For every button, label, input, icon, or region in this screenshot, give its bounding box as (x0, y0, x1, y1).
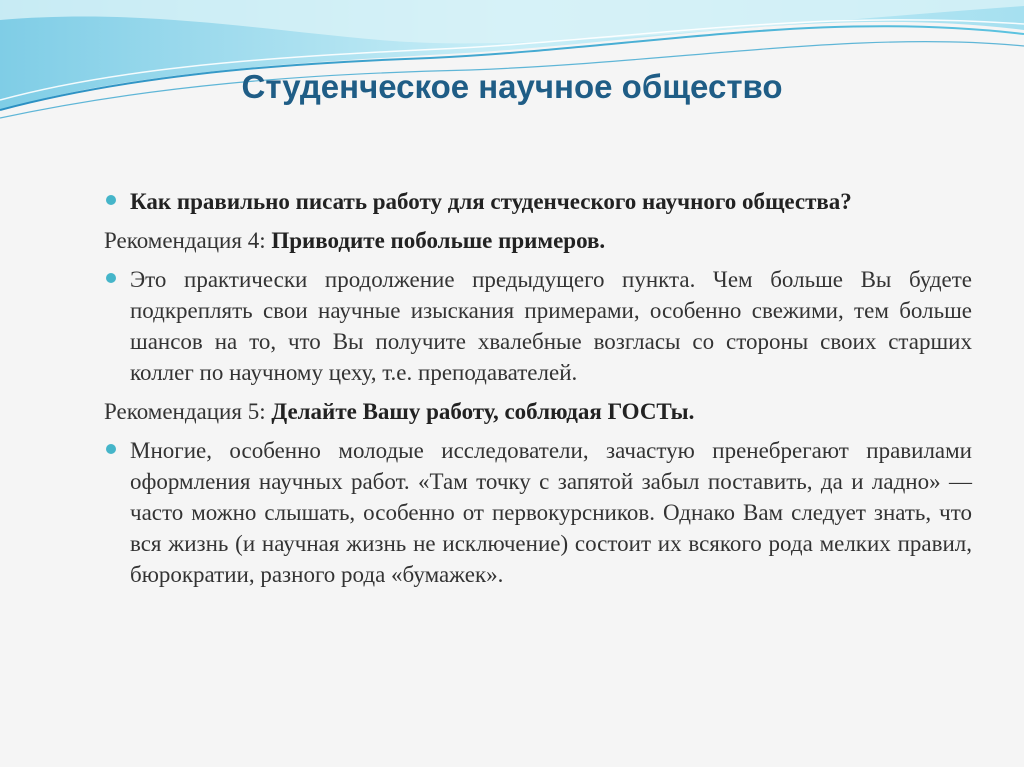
recommendation-5 (104, 396, 972, 427)
decorative-waves (0, 0, 1024, 130)
slide-title: Студенческое научное общество (241, 68, 783, 105)
slide-content (104, 186, 972, 598)
bullet-gost (104, 435, 972, 590)
bullet-dot-icon (106, 444, 116, 454)
bullet-dot-icon (106, 273, 116, 283)
bullet-question (104, 186, 972, 217)
recommendation-5-label: Рекомендация 5: (104, 399, 272, 424)
gost-text: Многие, особенно молодые исследователи, зачастую пренебрегают правилами оформления научных работ. «Там точку с запятой забыл поставить, да и ладно» — часто можно слышать, особенно от первокурсников. Однако Вам следует знать, что вся жизнь (и научная жизнь не исключение) состоит их всякого рода мелких правил, бюрократии, разного рода «бумажек». (130, 438, 972, 587)
examples-text: Это практически продолжение предыдущего пункта. Чем больше Вы будете подкреплять свои научные изыскания примерами, особенно свежими, тем больше шансов на то, что Вы получите хвалебные возгласы со стороны своих старших коллег по научному цеху, т.е. преподавателей. (130, 267, 972, 385)
recommendation-4-label: Рекомендация 4: (104, 228, 272, 253)
recommendation-4 (104, 225, 972, 256)
recommendation-4-text: Приводите побольше примеров. (271, 228, 606, 253)
recommendation-5-text: Делайте Вашу работу, соблюдая ГОСТы. (271, 399, 695, 424)
bullet-dot-icon (106, 195, 116, 205)
bullet-examples (104, 264, 972, 388)
question-text: Как правильно писать работу для студенческого научного общества? (130, 189, 852, 214)
